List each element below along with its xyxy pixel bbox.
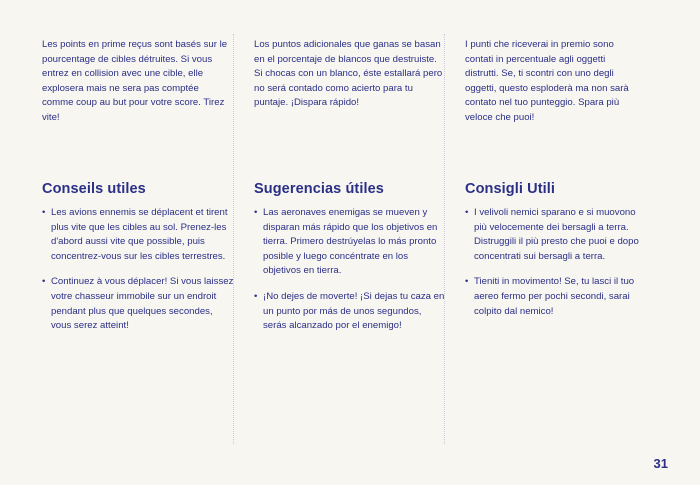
section-heading: Consigli Utili <box>465 181 556 197</box>
tips-list <box>465 206 645 319</box>
tip-text: Tieniti in movimento! Se, tu lasci il tuo aereo fermo per pochi secondi, sarai colpito dal nemico! <box>474 276 635 317</box>
tip-text: Continuez à vous déplacer! Si vous laissez votre chasseur immobile sur un endroit pendant plus que quelques secondes, vous serez atteint! <box>51 276 234 332</box>
tip-text: ¡No dejes de moverte! ¡Si dejas tu caza en un punto por más de unos segundos, serás alcanzado por el enemigo! <box>263 290 445 332</box>
bullet-icon: • <box>254 207 258 218</box>
tip-item <box>465 206 645 264</box>
bullet-icon: • <box>465 276 469 288</box>
tip-item <box>465 275 645 319</box>
intro-paragraph: I punti che riceverai in premio sono contati in percentuale agli oggetti distrutti. Se, ti scontri con uno degli oggetti, questo esploderà ma non sarà contato nel tuo punteggio. Spara più veloce che puoi! <box>465 39 629 123</box>
bullet-icon: • <box>42 207 46 218</box>
tip-item <box>254 206 446 279</box>
bullet-icon: • <box>42 276 46 288</box>
tip-item <box>42 275 234 333</box>
section-heading: Sugerencias útiles <box>254 181 384 197</box>
intro-paragraph: Los puntos adicionales que ganas se basan en el porcentaje de blancos que destruiste. Si chocas con un blanco, éste estallará pero no será contado como acierto para tu puntaje. ¡Dispara rápido! <box>254 39 443 109</box>
tips-list <box>42 206 234 334</box>
tip-text: I velivoli nemici sparano e si muovono più velocemente dei bersagli a terra. Distruggili il più presto che puoi e dopo concentrati sui bersagli a terra. <box>474 207 639 262</box>
tip-item <box>42 206 234 264</box>
section-heading: Conseils utiles <box>42 181 146 197</box>
intro-paragraph: Les points en prime reçus sont basés sur le pourcentage de cibles détruites. Si vous entrez en collision avec une cible, elle explosera mais ne sera pas comptée comme coup au but pour votre score. Tirez vite! <box>42 39 228 123</box>
bullet-icon: • <box>465 207 469 218</box>
bullet-icon: • <box>254 290 258 302</box>
tip-text: Les avions ennemis se déplacent et tirent plus vite que les cibles au sol. Prenez-les d'abord aussi vite que possible, puis concentrez-vous sur les cibles terrestres. <box>51 207 228 262</box>
tip-text: Las aeronaves enemigas se mueven y disparan más rápido que los objetivos en tierra. Primero destrúyelas lo más pronto posible y luego concéntrate en los objetivos en tierra. <box>263 207 438 277</box>
page-number: 31 <box>653 456 668 471</box>
tips-list <box>254 206 446 334</box>
tip-item <box>254 290 446 334</box>
